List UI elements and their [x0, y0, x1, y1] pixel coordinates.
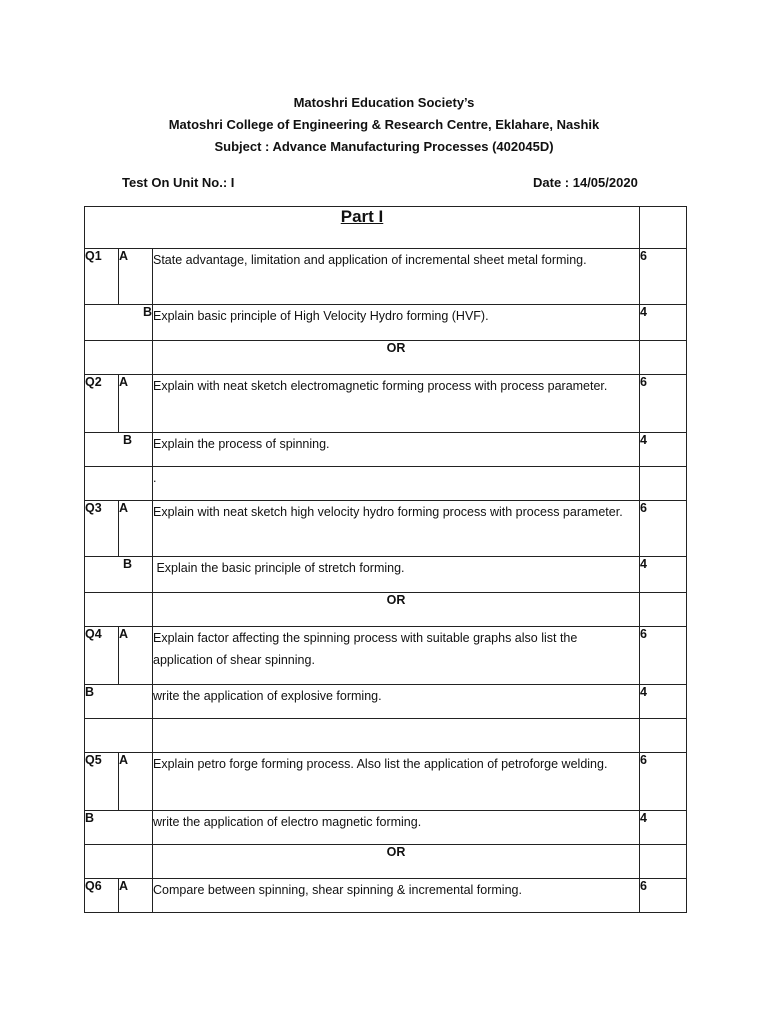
part-title: Part I	[85, 207, 640, 249]
question-number: Q6	[85, 879, 119, 913]
table-row	[85, 719, 687, 753]
sub-question-label: B	[85, 811, 153, 845]
college-name: Matoshri College of Engineering & Research Centre, Eklahare, Nashik	[168, 117, 600, 132]
or-row	[85, 341, 687, 375]
part-title-row	[85, 207, 687, 249]
dot-text: .	[153, 467, 640, 501]
question-table	[84, 206, 687, 913]
subject-line: Subject : Advance Manufacturing Processes (402045D)	[214, 139, 554, 154]
test-date: Date : 14/05/2020	[533, 175, 638, 190]
marks: 4	[640, 557, 687, 593]
marks: 6	[640, 249, 687, 305]
table-row	[85, 249, 687, 305]
question-text: Compare between spinning, shear spinning & incremental forming.	[153, 879, 640, 913]
marks: 4	[640, 305, 687, 341]
table-row	[85, 811, 687, 845]
question-text: State advantage, limitation and application of incremental sheet metal forming.	[153, 249, 640, 305]
question-text: Explain petro forge forming process. Also list the application of petroforge welding.	[153, 753, 640, 811]
or-row	[85, 845, 687, 879]
table-row	[85, 467, 687, 501]
marks: 6	[640, 627, 687, 685]
table-row	[85, 627, 687, 685]
marks: 6	[640, 753, 687, 811]
sub-question-label: A	[119, 753, 153, 811]
marks: 4	[640, 433, 687, 467]
table-row	[85, 305, 687, 341]
or-separator: OR	[153, 593, 640, 627]
sub-question-label: A	[119, 501, 153, 557]
sub-question-label: B	[85, 557, 153, 593]
question-text: write the application of explosive forming.	[153, 685, 640, 719]
question-number: Q2	[85, 375, 119, 433]
table-row	[85, 433, 687, 467]
marks: 6	[640, 375, 687, 433]
society-name: Matoshri Education Society’s	[293, 95, 475, 110]
table-row	[85, 753, 687, 811]
marks: 4	[640, 811, 687, 845]
sub-question-label: A	[119, 627, 153, 685]
or-row	[85, 593, 687, 627]
sub-question-label: B	[85, 685, 153, 719]
question-text: Explain the process of spinning.	[153, 433, 640, 467]
test-unit: Test On Unit No.: I	[122, 175, 235, 190]
marks: 6	[640, 879, 687, 913]
question-number: Q1	[85, 249, 119, 305]
sub-question-label: A	[119, 375, 153, 433]
question-text: Explain with neat sketch electromagnetic forming process with process parameter.	[153, 375, 640, 433]
question-text: Explain basic principle of High Velocity Hydro forming (HVF).	[153, 305, 640, 341]
marks: 6	[640, 501, 687, 557]
question-text: Explain the basic principle of stretch forming.	[153, 557, 640, 593]
marks: 4	[640, 685, 687, 719]
question-text: write the application of electro magnetic forming.	[153, 811, 640, 845]
or-separator: OR	[153, 845, 640, 879]
sub-question-label: A	[119, 249, 153, 305]
table-row	[85, 557, 687, 593]
table-row	[85, 501, 687, 557]
sub-question-label: B	[85, 433, 153, 467]
or-separator: OR	[153, 341, 640, 375]
table-row	[85, 685, 687, 719]
question-number: Q4	[85, 627, 119, 685]
question-text: Explain factor affecting the spinning process with suitable graphs also list the application of shear spinning.	[153, 627, 640, 685]
sub-question-label: B	[85, 305, 153, 341]
question-text: Explain with neat sketch high velocity hydro forming process with process parameter.	[153, 501, 640, 557]
question-number: Q5	[85, 753, 119, 811]
question-number: Q3	[85, 501, 119, 557]
sub-question-label: A	[119, 879, 153, 913]
table-row	[85, 879, 687, 913]
table-row	[85, 375, 687, 433]
